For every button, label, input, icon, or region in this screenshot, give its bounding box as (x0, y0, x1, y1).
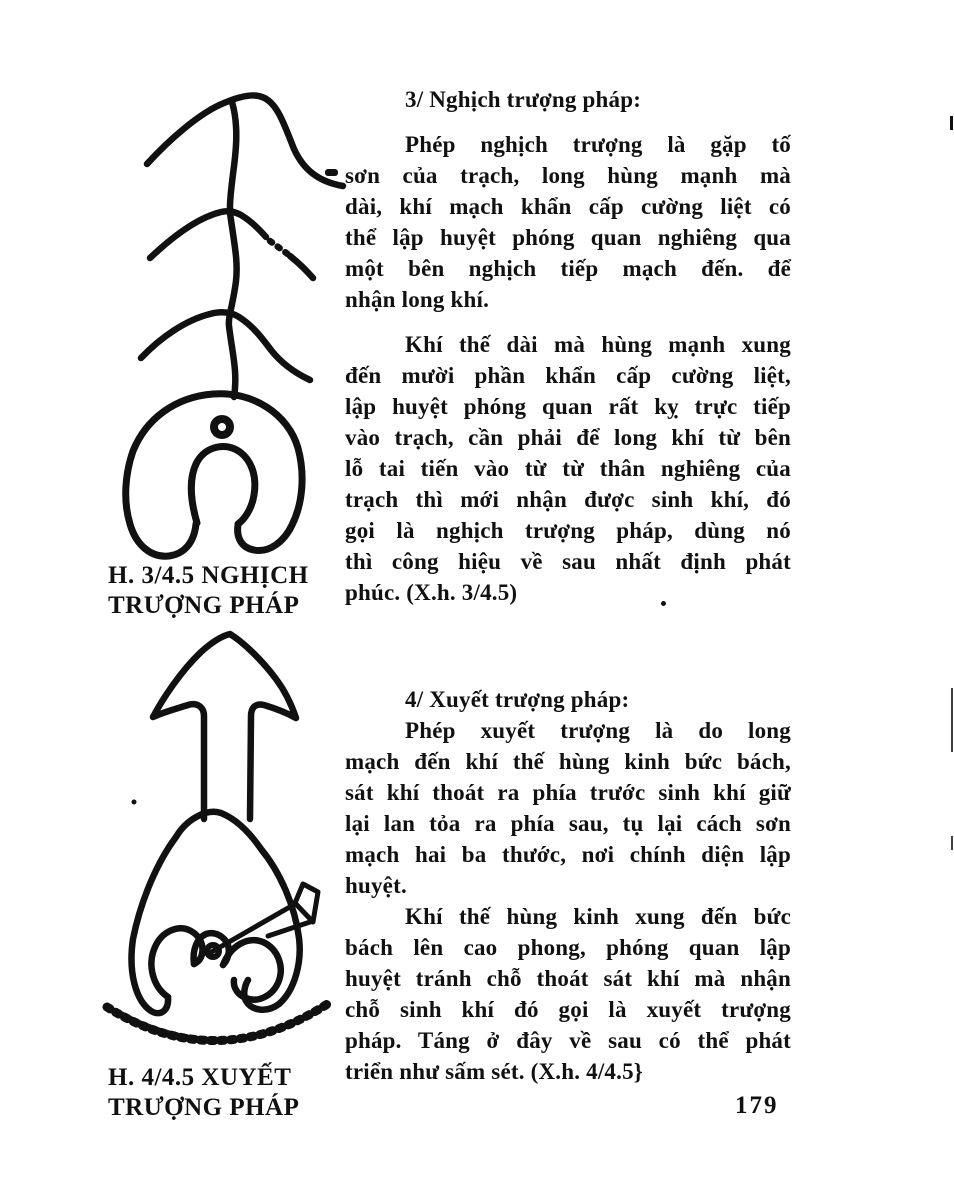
scan-speck (132, 800, 137, 805)
text-line: mạch hai ba thước, nơi chính diện lập (345, 842, 791, 867)
text-line: phúc. (X.h. 3/4.5) (345, 580, 518, 605)
mound-outline-left (132, 837, 176, 1013)
text-line: nhận long khí. (345, 287, 490, 312)
arrow-outline (153, 634, 296, 819)
flag-spur-line (268, 921, 313, 936)
section3-paragraph-1 (345, 129, 791, 315)
section3-title: 3/ Nghịch trượng pháp: (405, 87, 642, 112)
text-line: thì công hiệu về sau nhất định phát (345, 549, 791, 574)
text-line: Khí thế dài mà hùng mạnh xung (405, 332, 791, 357)
mountain-ridge-1 (147, 95, 343, 186)
text-line: chỗ sinh khí đó gọi là xuyết trượng (345, 997, 791, 1022)
text-line: pháp. Táng ở đây về sau có thể phát (345, 1028, 791, 1053)
scan-artifact-edge-tick (951, 688, 953, 752)
text-line: huyệt. (345, 873, 407, 898)
text-line: lỗ tai tiến vào từ từ thân nghiêng của (345, 456, 791, 481)
text-line: huyệt tránh chỗ thoát sát khí mà nhận (345, 966, 791, 991)
figure1-caption-line2: TRƯỢNG PHÁP (108, 592, 300, 619)
text-line: một bên nghịch tiếp mạch đến. để (345, 256, 791, 281)
mountain-ridge-2-tail (290, 256, 313, 278)
section4-paragraph-1 (345, 715, 791, 901)
dragon-vein-line (229, 102, 237, 397)
section3-paragraph-2 (345, 329, 791, 608)
text-line: bách lên cao phong, phóng quan lập (345, 935, 791, 960)
figure-xuyet-truong-drawing (95, 620, 345, 1070)
text-line: thể lập huyệt phóng quan nghiêng qua (345, 225, 791, 250)
text-line: Khí thế hùng kinh xung đến bức (405, 904, 791, 929)
text-line: gọi là nghịch trượng pháp, dùng nó (345, 518, 791, 543)
horseshoe-outer (126, 394, 302, 556)
text-line: trạch thì mới nhận được sinh khí, đó (345, 487, 791, 512)
mountain-ridge-3 (141, 312, 310, 380)
text-line: triển như sấm sét. (X.h. 4/4.5} (345, 1059, 644, 1084)
figure2-caption-line2: TRƯỢNG PHÁP (108, 1094, 300, 1121)
section4-title: 4/ Xuyết trượng pháp: (405, 687, 630, 712)
figure2-caption (108, 1063, 299, 1123)
text-line: Phép xuyết trượng là do long (405, 718, 791, 743)
text-line: lại lan tỏa ra phía sau, tụ lại cách sơn (345, 811, 791, 836)
section-4 (345, 684, 791, 1087)
text-line: Phép nghịch trượng là gặp tố (405, 132, 791, 157)
mountain-ridge-2 (150, 211, 266, 258)
text-line: dài, khí mạch khẩn cấp cường liệt có (345, 194, 791, 219)
burial-point-dot-hole (218, 423, 226, 431)
figure1-caption-line1: H. 3/4.5 NGHỊCH (108, 562, 309, 589)
scan-artifact-dash (325, 169, 338, 176)
scan-artifact-edge-tick (950, 116, 953, 130)
figure1-caption (108, 561, 309, 621)
text-line: vào trạch, cần phải để long khí từ bên (345, 425, 791, 450)
figure-nghich-truong-drawing (95, 70, 355, 570)
mound-inner-right-curl (223, 940, 281, 999)
text-line: sơn của trạch, long hùng mạnh mà (345, 163, 791, 188)
horseshoe-inner (191, 447, 254, 524)
mountain-ridge-2-dotted (270, 241, 289, 255)
text-line: mạch đến khí thế hùng kinh bức bách, (345, 749, 791, 774)
section4-paragraph-2 (345, 901, 791, 1087)
scan-artifact-dot (661, 601, 666, 606)
text-line: đến mười phần khẩn cấp cường liệt, (345, 363, 791, 388)
text-column (345, 84, 791, 1087)
text-line: lập huyệt phóng quan rất kỵ trực tiếp (345, 394, 791, 419)
flag-pennant (295, 884, 318, 922)
section-3 (345, 84, 791, 608)
text-line: sát khí thoát ra phía trước sinh khí giữ (345, 780, 791, 805)
page-number: 179 (735, 1092, 779, 1119)
scan-artifact-edge-tick (951, 836, 953, 850)
figure2-caption-line1: H. 4/4.5 XUYẾT (108, 1064, 292, 1091)
